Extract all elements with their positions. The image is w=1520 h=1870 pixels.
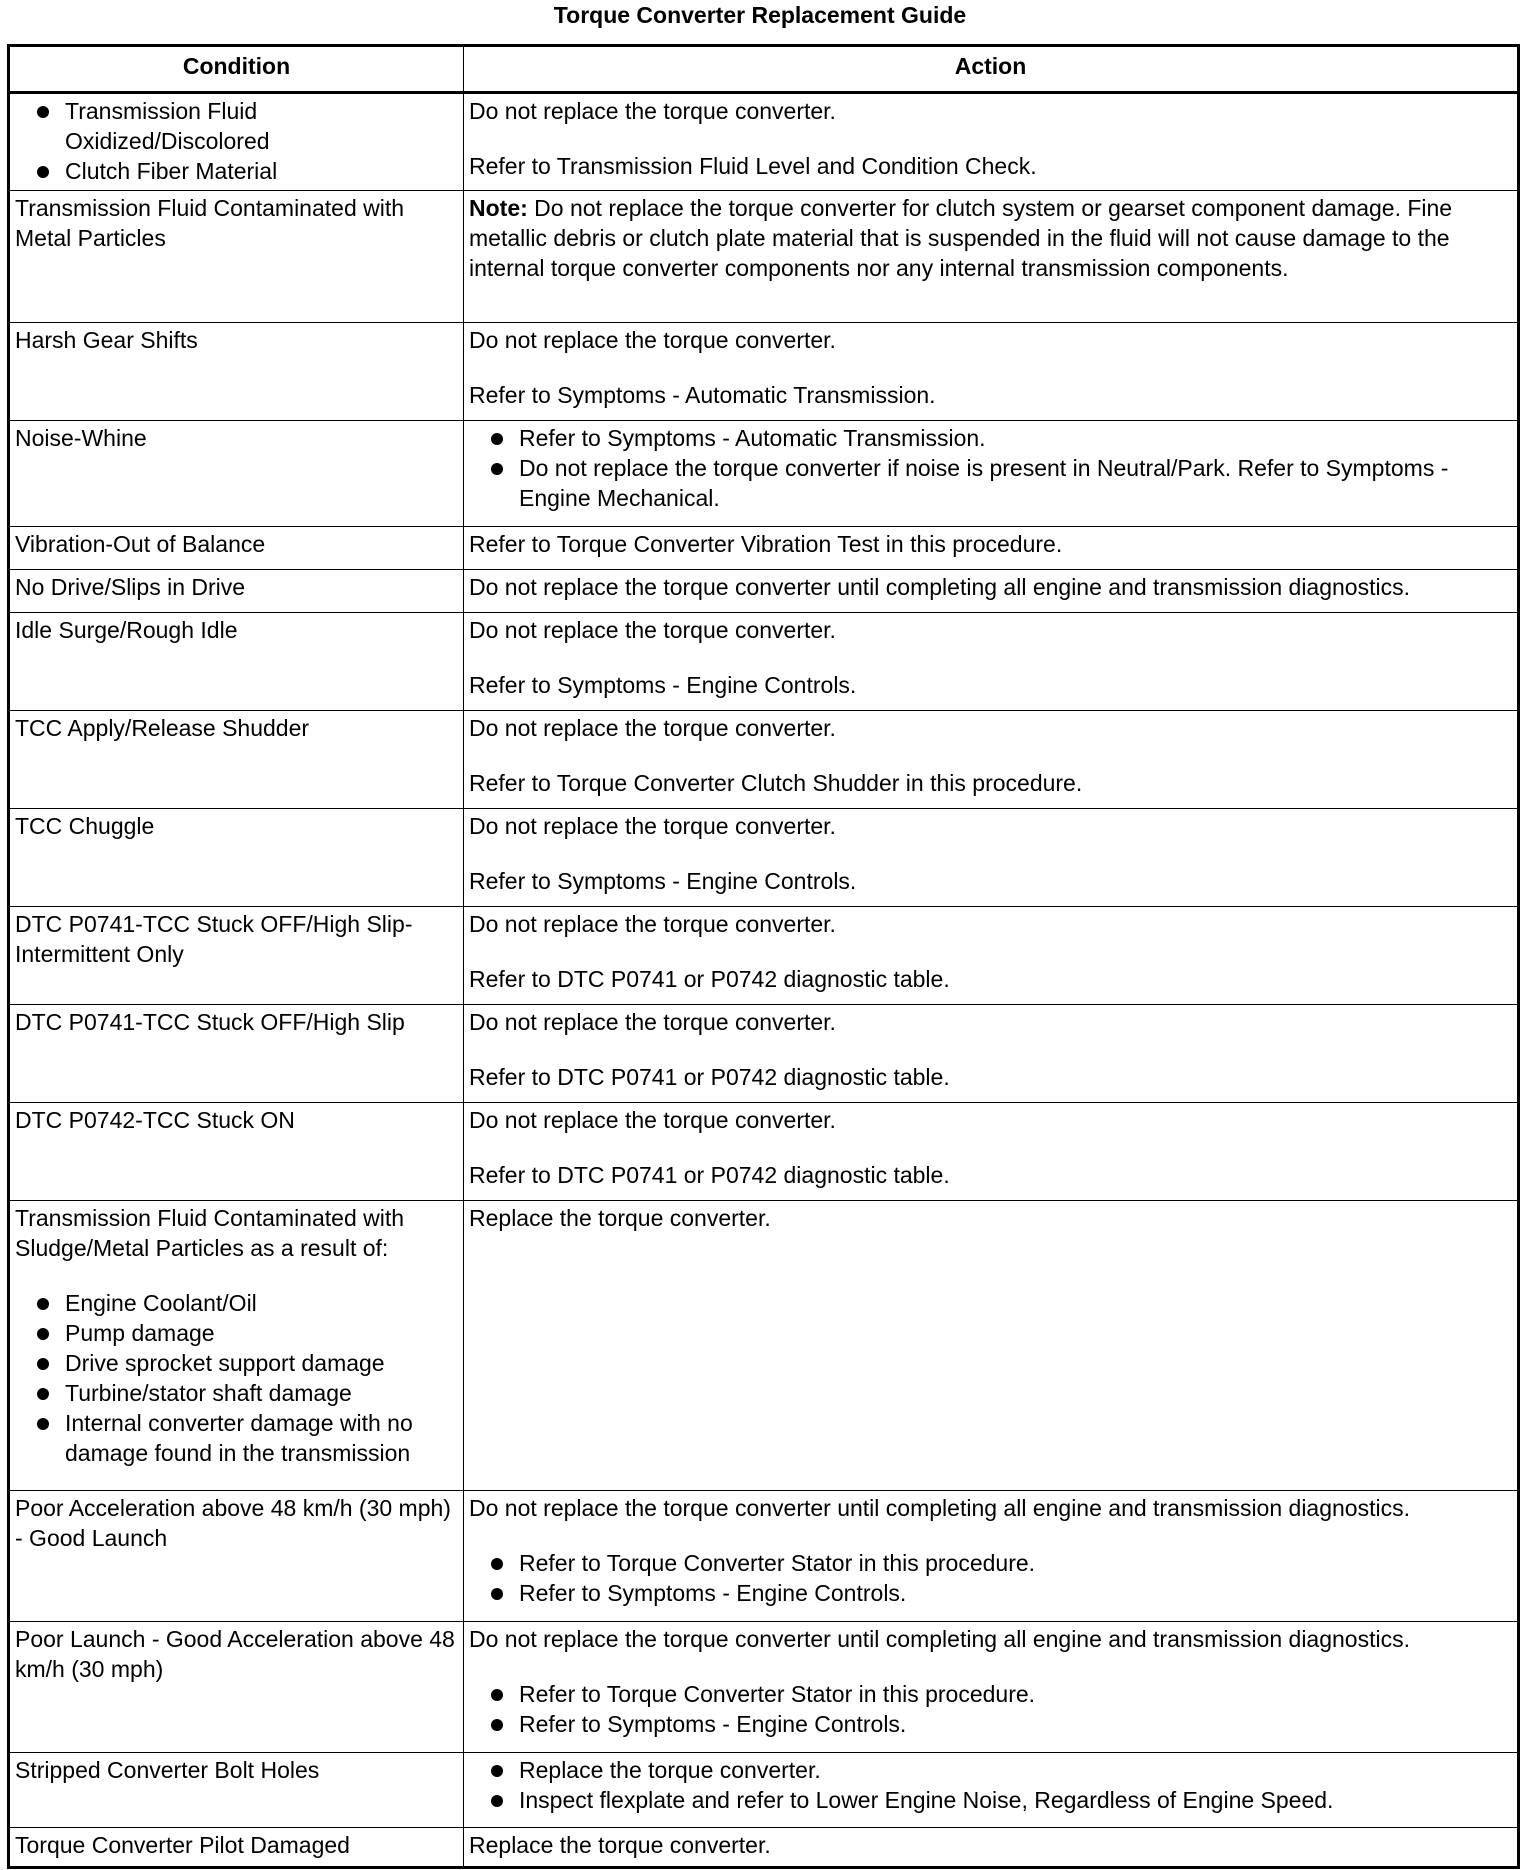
bullet-icon xyxy=(37,106,49,118)
table-row xyxy=(9,1622,1519,1753)
action-line: Refer to Torque Converter Clutch Shudder in this procedure. xyxy=(469,770,1083,796)
condition-cell: No Drive/Slips in Drive xyxy=(9,570,464,613)
condition-cell: Poor Launch - Good Acceleration above 48 km/h (30 mph) xyxy=(9,1622,464,1753)
list-item: Refer to Symptoms - Automatic Transmission. xyxy=(469,423,1509,453)
condition-list xyxy=(15,96,455,186)
list-item: Replace the torque converter. xyxy=(469,1755,1509,1785)
condition-cell: Torque Converter Pilot Damaged xyxy=(9,1828,464,1868)
list-item: Turbine/stator shaft damage xyxy=(15,1378,455,1408)
table-row xyxy=(9,323,1519,421)
action-cell xyxy=(464,323,1519,421)
table-header-row xyxy=(9,46,1519,93)
note-label: Note: xyxy=(469,195,528,221)
action-list xyxy=(469,1548,1509,1608)
table-row xyxy=(9,1753,1519,1828)
action-line: Do not replace the torque converter. xyxy=(469,327,836,353)
action-cell xyxy=(464,711,1519,809)
condition-header: Condition xyxy=(9,46,464,93)
list-item: Engine Coolant/Oil xyxy=(15,1288,455,1318)
action-line: Refer to Symptoms - Automatic Transmission. xyxy=(469,382,936,408)
bullet-icon xyxy=(37,1298,49,1310)
list-item: Do not replace the torque converter if noise is present in Neutral/Park. Refer to Symptoms - Engine Mechanical. xyxy=(469,453,1509,513)
table-row xyxy=(9,421,1519,527)
action-line: Do not replace the torque converter. xyxy=(469,1009,836,1035)
action-list xyxy=(469,1679,1509,1739)
action-cell xyxy=(464,93,1519,191)
action-list xyxy=(469,1755,1509,1815)
action-line: Do not replace the torque converter. xyxy=(469,617,836,643)
condition-cell: Transmission Fluid Contaminated with Metal Particles xyxy=(9,191,464,323)
table-row xyxy=(9,93,1519,191)
bullet-icon xyxy=(491,1558,503,1570)
table-row xyxy=(9,907,1519,1005)
table-row xyxy=(9,570,1519,613)
action-cell xyxy=(464,1005,1519,1103)
bullet-icon xyxy=(491,1765,503,1777)
bullet-icon xyxy=(491,463,503,475)
condition-cell: Poor Acceleration above 48 km/h (30 mph) - Good Launch xyxy=(9,1491,464,1622)
condition-cell xyxy=(9,1201,464,1491)
condition-cell: Harsh Gear Shifts xyxy=(9,323,464,421)
action-cell xyxy=(464,421,1519,527)
table-row xyxy=(9,1828,1519,1868)
action-line: Do not replace the torque converter. xyxy=(469,1107,836,1133)
condition-cell: Idle Surge/Rough Idle xyxy=(9,613,464,711)
action-line: Refer to DTC P0741 or P0742 diagnostic table. xyxy=(469,966,950,992)
condition-cell: Vibration-Out of Balance xyxy=(9,527,464,570)
list-item: Refer to Symptoms - Engine Controls. xyxy=(469,1709,1509,1739)
table-row xyxy=(9,711,1519,809)
list-item: Refer to Symptoms - Engine Controls. xyxy=(469,1578,1509,1608)
action-cell xyxy=(464,613,1519,711)
table-row xyxy=(9,191,1519,323)
bullet-icon xyxy=(491,1719,503,1731)
action-line: Refer to Transmission Fluid Level and Condition Check. xyxy=(469,153,1037,179)
bullet-icon xyxy=(37,1418,49,1430)
action-line: Refer to DTC P0741 or P0742 diagnostic table. xyxy=(469,1162,950,1188)
bullet-icon xyxy=(491,1689,503,1701)
table-row xyxy=(9,1491,1519,1622)
bullet-icon xyxy=(37,1388,49,1400)
table-row xyxy=(9,527,1519,570)
table-row xyxy=(9,1005,1519,1103)
action-cell: Refer to Torque Converter Vibration Test in this procedure. xyxy=(464,527,1519,570)
list-item: Drive sprocket support damage xyxy=(15,1348,455,1378)
action-list xyxy=(469,423,1509,513)
bullet-icon xyxy=(491,1795,503,1807)
condition-cell: TCC Apply/Release Shudder xyxy=(9,711,464,809)
condition-cell: Noise-Whine xyxy=(9,421,464,527)
action-header: Action xyxy=(464,46,1519,93)
bullet-icon xyxy=(37,1358,49,1370)
table-row xyxy=(9,1201,1519,1491)
action-cell xyxy=(464,1622,1519,1753)
list-item: Pump damage xyxy=(15,1318,455,1348)
action-cell xyxy=(464,809,1519,907)
condition-list xyxy=(15,1288,455,1468)
action-cell: Replace the torque converter. xyxy=(464,1828,1519,1868)
list-item: Refer to Torque Converter Stator in this procedure. xyxy=(469,1548,1509,1578)
table-row xyxy=(9,1103,1519,1201)
table-row xyxy=(9,613,1519,711)
action-line: Do not replace the torque converter. xyxy=(469,98,836,124)
bullet-icon xyxy=(37,166,49,178)
list-item: Internal converter damage with no damage found in the transmission xyxy=(15,1408,455,1468)
action-line: Do not replace the torque converter. xyxy=(469,911,836,937)
action-line: Do not replace the torque converter until completing all engine and transmission diagnostics. xyxy=(469,1626,1410,1652)
action-cell xyxy=(464,907,1519,1005)
note-text: Do not replace the torque converter for clutch system or gearset component damage. Fine metallic debris or clutch plate material that is suspended in the fluid will not cause damage to the internal torque converter components nor any internal transmission components. xyxy=(469,195,1453,281)
action-cell xyxy=(464,1753,1519,1828)
bullet-icon xyxy=(491,1588,503,1600)
condition-text: Transmission Fluid Contaminated with Sludge/Metal Particles as a result of: xyxy=(15,1205,405,1261)
action-line: Refer to Symptoms - Engine Controls. xyxy=(469,672,857,698)
action-cell: Do not replace the torque converter until completing all engine and transmission diagnostics. xyxy=(464,570,1519,613)
action-line: Refer to DTC P0741 or P0742 diagnostic table. xyxy=(469,1064,950,1090)
replacement-guide-table xyxy=(7,44,1520,1869)
list-item: Clutch Fiber Material xyxy=(15,156,455,186)
bullet-icon xyxy=(37,1328,49,1340)
condition-cell: DTC P0742-TCC Stuck ON xyxy=(9,1103,464,1201)
action-cell xyxy=(464,1491,1519,1622)
action-line: Do not replace the torque converter. xyxy=(469,715,836,741)
condition-cell: Stripped Converter Bolt Holes xyxy=(9,1753,464,1828)
condition-cell: TCC Chuggle xyxy=(9,809,464,907)
list-item: Refer to Torque Converter Stator in this procedure. xyxy=(469,1679,1509,1709)
condition-cell xyxy=(9,93,464,191)
condition-cell: DTC P0741-TCC Stuck OFF/High Slip-Intermittent Only xyxy=(9,907,464,1005)
condition-cell: DTC P0741-TCC Stuck OFF/High Slip xyxy=(9,1005,464,1103)
action-cell: Replace the torque converter. xyxy=(464,1201,1519,1491)
action-line: Refer to Symptoms - Engine Controls. xyxy=(469,868,857,894)
bullet-icon xyxy=(491,433,503,445)
action-cell xyxy=(464,1103,1519,1201)
page-title: Torque Converter Replacement Guide xyxy=(553,2,967,28)
table-row xyxy=(9,809,1519,907)
list-item: Transmission Fluid Oxidized/Discolored xyxy=(15,96,455,156)
action-line: Do not replace the torque converter until completing all engine and transmission diagnostics. xyxy=(469,1495,1410,1521)
list-item: Inspect flexplate and refer to Lower Engine Noise, Regardless of Engine Speed. xyxy=(469,1785,1509,1815)
action-cell xyxy=(464,191,1519,323)
action-line: Do not replace the torque converter. xyxy=(469,813,836,839)
